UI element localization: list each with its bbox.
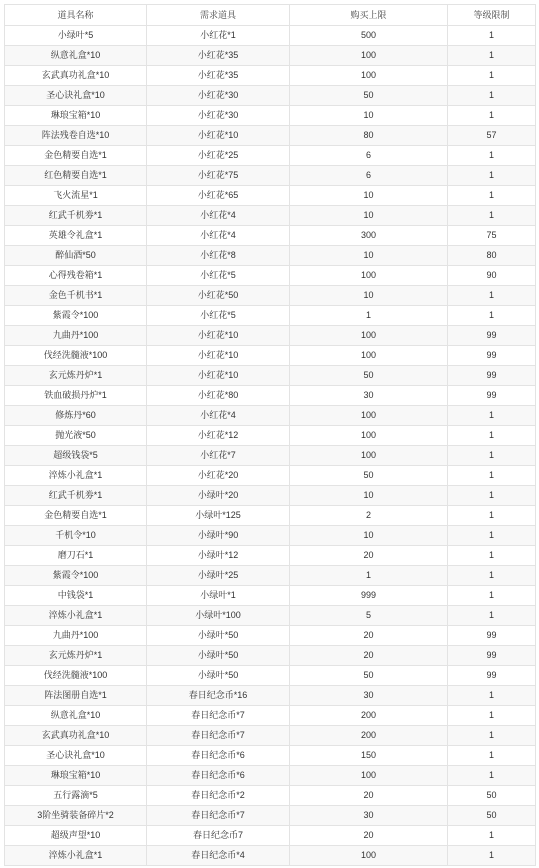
- cell-level-requirement: 99: [448, 326, 536, 346]
- table-row: [5, 626, 536, 646]
- cell-required-item: 小绿叶*50: [147, 666, 290, 686]
- cell-level-requirement: 99: [448, 666, 536, 686]
- cell-purchase-limit: 50: [290, 366, 448, 386]
- table-row: [5, 586, 536, 606]
- cell-item-name: 修炼丹*60: [5, 406, 147, 426]
- cell-required-item: 春日纪念币*16: [147, 686, 290, 706]
- cell-level-requirement: 1: [448, 46, 536, 66]
- cell-purchase-limit: 10: [290, 526, 448, 546]
- cell-required-item: 小红花*30: [147, 86, 290, 106]
- cell-item-name: 金色精要自选*1: [5, 506, 147, 526]
- cell-item-name: 超级钱袋*5: [5, 446, 147, 466]
- table-row: [5, 326, 536, 346]
- shop-exchange-table: [4, 4, 536, 866]
- cell-level-requirement: 75: [448, 226, 536, 246]
- cell-purchase-limit: 20: [290, 546, 448, 566]
- cell-item-name: 紫霞令*100: [5, 566, 147, 586]
- cell-purchase-limit: 20: [290, 626, 448, 646]
- table-row: [5, 146, 536, 166]
- cell-purchase-limit: 100: [290, 846, 448, 866]
- cell-item-name: 玄元炼丹炉*1: [5, 366, 147, 386]
- cell-purchase-limit: 10: [290, 106, 448, 126]
- cell-required-item: 春日纪念币*7: [147, 706, 290, 726]
- cell-purchase-limit: 50: [290, 466, 448, 486]
- table-row: [5, 726, 536, 746]
- shop-table-container: [4, 4, 535, 866]
- cell-item-name: 玄武真功礼盒*10: [5, 726, 147, 746]
- column-header-purchase-limit: 购买上限: [290, 5, 448, 26]
- cell-purchase-limit: 1: [290, 566, 448, 586]
- cell-purchase-limit: 6: [290, 166, 448, 186]
- cell-level-requirement: 1: [448, 826, 536, 846]
- table-row: [5, 546, 536, 566]
- cell-item-name: 磨刀石*1: [5, 546, 147, 566]
- table-row: [5, 66, 536, 86]
- cell-purchase-limit: 30: [290, 386, 448, 406]
- cell-required-item: 小红花*35: [147, 46, 290, 66]
- cell-item-name: 醉仙酒*50: [5, 246, 147, 266]
- cell-purchase-limit: 20: [290, 786, 448, 806]
- cell-item-name: 抛光液*50: [5, 426, 147, 446]
- table-row: [5, 286, 536, 306]
- table-row: [5, 46, 536, 66]
- cell-required-item: 春日纪念币*6: [147, 766, 290, 786]
- table-row: [5, 766, 536, 786]
- cell-required-item: 小绿叶*20: [147, 486, 290, 506]
- column-header-level-requirement: 等级限制: [448, 5, 536, 26]
- table-row: [5, 486, 536, 506]
- table-row: [5, 106, 536, 126]
- cell-purchase-limit: 20: [290, 646, 448, 666]
- cell-item-name: 飞火流星*1: [5, 186, 147, 206]
- table-row: [5, 166, 536, 186]
- table-row: [5, 206, 536, 226]
- cell-item-name: 阵法残卷自选*10: [5, 126, 147, 146]
- cell-required-item: 小绿叶*25: [147, 566, 290, 586]
- cell-item-name: 超级声望*10: [5, 826, 147, 846]
- cell-purchase-limit: 100: [290, 346, 448, 366]
- cell-item-name: 伐经洗髓液*100: [5, 346, 147, 366]
- cell-required-item: 小绿叶*90: [147, 526, 290, 546]
- cell-level-requirement: 1: [448, 486, 536, 506]
- cell-item-name: 金色千机书*1: [5, 286, 147, 306]
- cell-item-name: 金色精要自选*1: [5, 146, 147, 166]
- cell-level-requirement: 1: [448, 106, 536, 126]
- cell-purchase-limit: 150: [290, 746, 448, 766]
- table-row: [5, 806, 536, 826]
- cell-item-name: 琳琅宝箱*10: [5, 766, 147, 786]
- table-row: [5, 346, 536, 366]
- cell-level-requirement: 1: [448, 86, 536, 106]
- table-row: [5, 406, 536, 426]
- cell-purchase-limit: 100: [290, 446, 448, 466]
- cell-required-item: 小红花*20: [147, 466, 290, 486]
- cell-purchase-limit: 999: [290, 586, 448, 606]
- cell-item-name: 九曲丹*100: [5, 326, 147, 346]
- cell-level-requirement: 57: [448, 126, 536, 146]
- cell-level-requirement: 1: [448, 706, 536, 726]
- cell-level-requirement: 1: [448, 286, 536, 306]
- cell-required-item: 小红花*1: [147, 26, 290, 46]
- cell-purchase-limit: 10: [290, 186, 448, 206]
- cell-item-name: 圣心诀礼盒*10: [5, 86, 147, 106]
- cell-required-item: 小绿叶*100: [147, 606, 290, 626]
- cell-purchase-limit: 100: [290, 406, 448, 426]
- cell-level-requirement: 1: [448, 426, 536, 446]
- cell-purchase-limit: 6: [290, 146, 448, 166]
- cell-level-requirement: 1: [448, 166, 536, 186]
- cell-item-name: 中钱袋*1: [5, 586, 147, 606]
- cell-level-requirement: 1: [448, 686, 536, 706]
- cell-level-requirement: 1: [448, 206, 536, 226]
- cell-purchase-limit: 200: [290, 706, 448, 726]
- cell-required-item: 春日纪念币*6: [147, 746, 290, 766]
- cell-level-requirement: 1: [448, 66, 536, 86]
- table-row: [5, 686, 536, 706]
- table-row: [5, 426, 536, 446]
- cell-required-item: 小红花*30: [147, 106, 290, 126]
- cell-level-requirement: 1: [448, 566, 536, 586]
- table-row: [5, 266, 536, 286]
- cell-level-requirement: 1: [448, 506, 536, 526]
- cell-required-item: 春日纪念币*7: [147, 726, 290, 746]
- cell-purchase-limit: 10: [290, 286, 448, 306]
- table-row: [5, 666, 536, 686]
- cell-required-item: 小红花*80: [147, 386, 290, 406]
- cell-required-item: 小红花*12: [147, 426, 290, 446]
- cell-required-item: 小红花*50: [147, 286, 290, 306]
- cell-purchase-limit: 50: [290, 86, 448, 106]
- cell-item-name: 红色精要自选*1: [5, 166, 147, 186]
- column-header-item-name: 道具名称: [5, 5, 147, 26]
- cell-required-item: 小绿叶*50: [147, 646, 290, 666]
- cell-purchase-limit: 10: [290, 246, 448, 266]
- cell-purchase-limit: 80: [290, 126, 448, 146]
- cell-level-requirement: 1: [448, 466, 536, 486]
- cell-item-name: 淬炼小礼盒*1: [5, 466, 147, 486]
- cell-item-name: 九曲丹*100: [5, 626, 147, 646]
- cell-required-item: 小绿叶*12: [147, 546, 290, 566]
- cell-purchase-limit: 5: [290, 606, 448, 626]
- table-row: [5, 26, 536, 46]
- cell-purchase-limit: 1: [290, 306, 448, 326]
- cell-required-item: 小红花*4: [147, 406, 290, 426]
- header-row: [5, 5, 536, 26]
- cell-level-requirement: 50: [448, 806, 536, 826]
- table-row: [5, 846, 536, 866]
- table-row: [5, 506, 536, 526]
- cell-level-requirement: 1: [448, 446, 536, 466]
- cell-item-name: 小绿叶*5: [5, 26, 147, 46]
- cell-item-name: 3阶坐骑装备碎片*2: [5, 806, 147, 826]
- cell-item-name: 纵意礼盒*10: [5, 46, 147, 66]
- cell-required-item: 春日纪念币7: [147, 826, 290, 846]
- cell-level-requirement: 1: [448, 746, 536, 766]
- cell-required-item: 小红花*8: [147, 246, 290, 266]
- cell-purchase-limit: 100: [290, 46, 448, 66]
- cell-item-name: 圣心诀礼盒*10: [5, 746, 147, 766]
- cell-item-name: 纵意礼盒*10: [5, 706, 147, 726]
- cell-item-name: 红武千机劵*1: [5, 486, 147, 506]
- cell-required-item: 春日纪念币*4: [147, 846, 290, 866]
- cell-level-requirement: 99: [448, 646, 536, 666]
- cell-item-name: 五行露滴*5: [5, 786, 147, 806]
- cell-required-item: 小红花*4: [147, 226, 290, 246]
- cell-required-item: 春日纪念币*2: [147, 786, 290, 806]
- table-row: [5, 746, 536, 766]
- table-row: [5, 526, 536, 546]
- table-row: [5, 246, 536, 266]
- cell-required-item: 春日纪念币*7: [147, 806, 290, 826]
- table-row: [5, 566, 536, 586]
- table-row: [5, 646, 536, 666]
- cell-level-requirement: 99: [448, 346, 536, 366]
- cell-item-name: 英雄令礼盒*1: [5, 226, 147, 246]
- table-row: [5, 606, 536, 626]
- table-row: [5, 706, 536, 726]
- cell-level-requirement: 1: [448, 606, 536, 626]
- cell-item-name: 玄元炼丹炉*1: [5, 646, 147, 666]
- cell-level-requirement: 50: [448, 786, 536, 806]
- cell-required-item: 小绿叶*125: [147, 506, 290, 526]
- cell-level-requirement: 1: [448, 546, 536, 566]
- cell-level-requirement: 99: [448, 366, 536, 386]
- table-row: [5, 826, 536, 846]
- cell-required-item: 小红花*10: [147, 346, 290, 366]
- cell-purchase-limit: 500: [290, 26, 448, 46]
- cell-item-name: 淬炼小礼盒*1: [5, 606, 147, 626]
- column-header-required-item: 需求道具: [147, 5, 290, 26]
- cell-item-name: 阵法图册自选*1: [5, 686, 147, 706]
- cell-level-requirement: 1: [448, 586, 536, 606]
- cell-item-name: 伐经洗髓液*100: [5, 666, 147, 686]
- cell-level-requirement: 80: [448, 246, 536, 266]
- cell-item-name: 玄武真功礼盒*10: [5, 66, 147, 86]
- cell-item-name: 红武千机劵*1: [5, 206, 147, 226]
- cell-required-item: 小红花*4: [147, 206, 290, 226]
- cell-required-item: 小红花*10: [147, 126, 290, 146]
- cell-level-requirement: 1: [448, 726, 536, 746]
- cell-required-item: 小绿叶*50: [147, 626, 290, 646]
- cell-level-requirement: 1: [448, 146, 536, 166]
- cell-purchase-limit: 50: [290, 666, 448, 686]
- cell-item-name: 铁血破损丹炉*1: [5, 386, 147, 406]
- cell-required-item: 小红花*65: [147, 186, 290, 206]
- cell-item-name: 淬炼小礼盒*1: [5, 846, 147, 866]
- cell-purchase-limit: 2: [290, 506, 448, 526]
- table-row: [5, 86, 536, 106]
- cell-required-item: 小红花*75: [147, 166, 290, 186]
- cell-level-requirement: 1: [448, 766, 536, 786]
- cell-required-item: 小红花*10: [147, 366, 290, 386]
- table-body: [5, 26, 536, 866]
- cell-purchase-limit: 20: [290, 826, 448, 846]
- table-row: [5, 466, 536, 486]
- cell-purchase-limit: 10: [290, 486, 448, 506]
- table-row: [5, 446, 536, 466]
- cell-required-item: 小红花*5: [147, 266, 290, 286]
- table-row: [5, 126, 536, 146]
- cell-required-item: 小红花*35: [147, 66, 290, 86]
- cell-level-requirement: 1: [448, 186, 536, 206]
- cell-purchase-limit: 100: [290, 766, 448, 786]
- cell-level-requirement: 1: [448, 406, 536, 426]
- table-header: [5, 5, 536, 26]
- cell-required-item: 小绿叶*1: [147, 586, 290, 606]
- cell-required-item: 小红花*5: [147, 306, 290, 326]
- cell-purchase-limit: 100: [290, 426, 448, 446]
- table-row: [5, 226, 536, 246]
- cell-level-requirement: 1: [448, 306, 536, 326]
- cell-level-requirement: 99: [448, 626, 536, 646]
- table-row: [5, 366, 536, 386]
- cell-purchase-limit: 30: [290, 686, 448, 706]
- cell-level-requirement: 90: [448, 266, 536, 286]
- cell-required-item: 小红花*10: [147, 326, 290, 346]
- table-row: [5, 186, 536, 206]
- cell-purchase-limit: 30: [290, 806, 448, 826]
- cell-required-item: 小红花*25: [147, 146, 290, 166]
- cell-level-requirement: 1: [448, 526, 536, 546]
- cell-level-requirement: 99: [448, 386, 536, 406]
- cell-required-item: 小红花*7: [147, 446, 290, 466]
- table-row: [5, 306, 536, 326]
- table-row: [5, 786, 536, 806]
- cell-item-name: 心得残卷箱*1: [5, 266, 147, 286]
- cell-purchase-limit: 100: [290, 326, 448, 346]
- cell-purchase-limit: 10: [290, 206, 448, 226]
- table-row: [5, 386, 536, 406]
- cell-level-requirement: 1: [448, 846, 536, 866]
- cell-item-name: 千机令*10: [5, 526, 147, 546]
- cell-level-requirement: 1: [448, 26, 536, 46]
- cell-item-name: 紫霞令*100: [5, 306, 147, 326]
- cell-item-name: 琳琅宝箱*10: [5, 106, 147, 126]
- cell-purchase-limit: 100: [290, 66, 448, 86]
- cell-purchase-limit: 100: [290, 266, 448, 286]
- cell-purchase-limit: 300: [290, 226, 448, 246]
- cell-purchase-limit: 200: [290, 726, 448, 746]
